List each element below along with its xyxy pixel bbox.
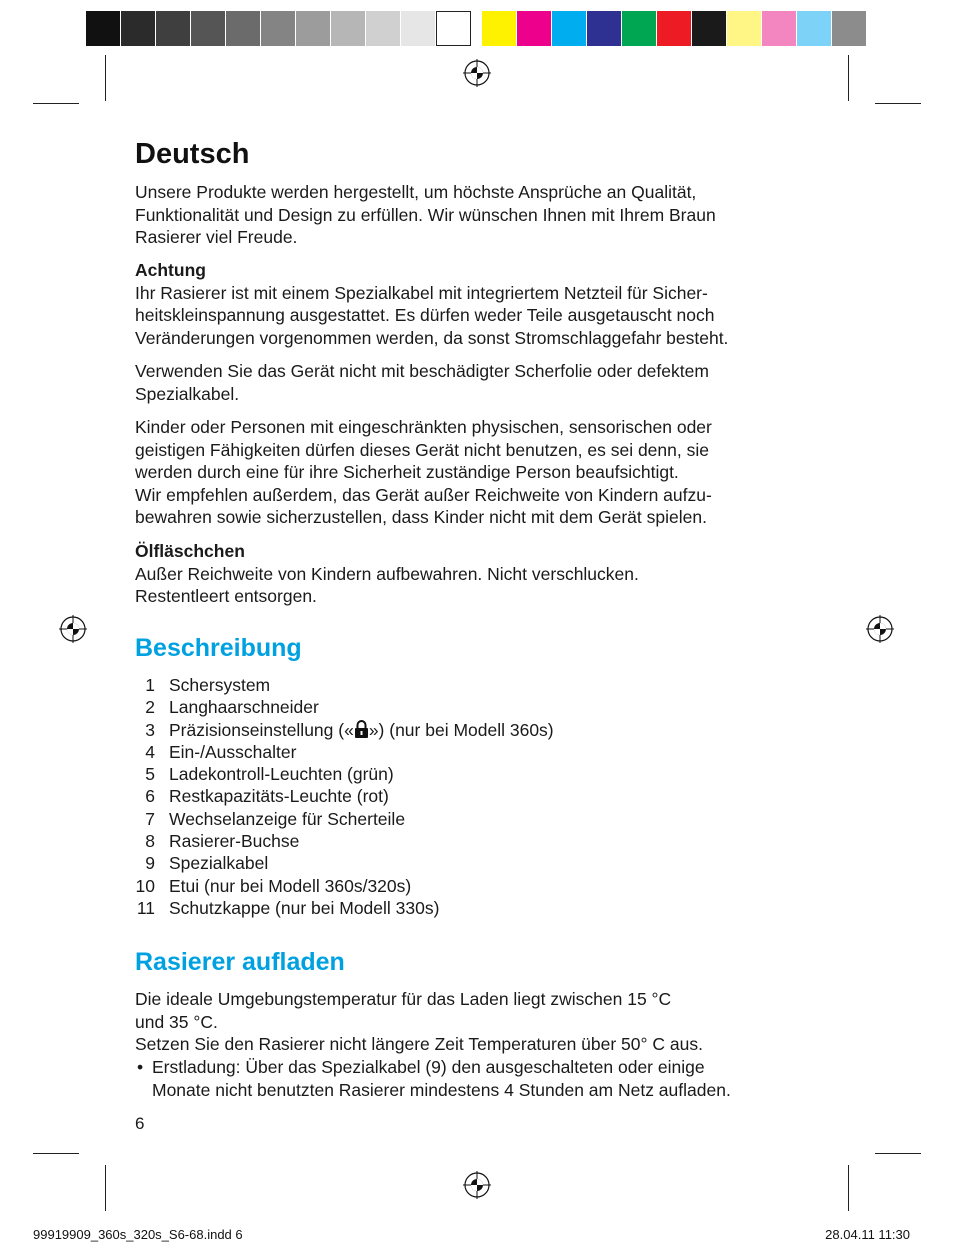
color-swatch [727, 11, 762, 46]
color-swatch [762, 11, 797, 46]
color-swatch [797, 11, 832, 46]
color-swatch [692, 11, 727, 46]
crop-mark [848, 1165, 849, 1211]
bullet-glyph: • [137, 1057, 144, 1077]
achtung-section: Achtung Ihr Rasierer ist mit einem Spezialkabel mit integriertem Netzteil für Sicher- heitskleinspannung ausgestattet. Es dürfen weder Teile ausgetauscht noch Veränderungen vorgenommen werden, da sonst Stromschlaggefahr besteht. [135, 259, 825, 349]
page-title: Deutsch [135, 138, 250, 170]
color-swatch [517, 11, 552, 46]
achtung-title: Achtung [135, 260, 206, 280]
color-swatch [121, 11, 156, 46]
footer-timestamp: 28.04.11 11:30 [825, 1227, 910, 1242]
crop-mark [33, 103, 79, 104]
color-swatch [296, 11, 331, 46]
color-swatch [261, 11, 296, 46]
color-swatch [832, 11, 867, 46]
oil-section: Ölfläschchen Außer Reichweite von Kindern aufbewahren. Nicht verschlucken. Restentleert entsorgen. [135, 540, 825, 608]
intro-paragraph: Unsere Produkte werden hergestellt, um höchste Ansprüche an Qualität, Funktionalität und Design zu erfüllen. Wir wünschen Ihnen mit Ihrem Braun Rasierer viel Freude. [135, 182, 716, 247]
crop-mark [848, 55, 849, 101]
aufladen-paragraph: Die ideale Umgebungstemperatur für das Laden liegt zwischen 15 °C und 35 °C. Setzen Sie den Rasierer nicht längere Zeit Temperaturen über 50° C aus. [135, 989, 703, 1054]
aufladen-bullet-item: • Erstladung: Über das Spezialkabel (9) den ausgeschalteten oder einige Monate nicht benutzten Rasierer mindestens 4 Stunden am Netz aufladen. [137, 1057, 731, 1100]
color-swatch [331, 11, 366, 46]
crop-mark [105, 55, 106, 101]
padlock-icon [354, 719, 369, 739]
color-swatch [86, 11, 121, 46]
registration-mark-icon [463, 1171, 491, 1199]
color-swatch [622, 11, 657, 46]
crop-mark [875, 1153, 921, 1154]
oil-title: Ölfläschchen [135, 541, 245, 561]
color-swatch [401, 11, 436, 46]
color-swatch [482, 11, 517, 46]
damaged-warning-paragraph: Verwenden Sie das Gerät nicht mit beschädigter Scherfolie oder defektem Spezialkabel. [135, 361, 709, 404]
crop-mark [105, 1165, 106, 1211]
registration-mark-icon [866, 615, 894, 643]
color-swatch [587, 11, 622, 46]
beschreibung-heading: Beschreibung [135, 634, 302, 662]
color-swatch [226, 11, 261, 46]
page-number: 6 [135, 1114, 145, 1133]
color-swatch [552, 11, 587, 46]
color-swatch-bar [482, 11, 867, 46]
crop-mark [33, 1153, 79, 1154]
color-swatch [191, 11, 226, 46]
aufladen-heading: Rasierer aufladen [135, 948, 345, 976]
color-swatch [436, 11, 471, 46]
gray-swatch-bar [86, 11, 471, 46]
registration-mark-icon [59, 615, 87, 643]
color-swatch [156, 11, 191, 46]
children-warning-paragraph: Kinder oder Personen mit eingeschränkten physischen, sensorischen oder geistigen Fähigkeiten dürfen dieses Gerät nicht benutzen, es sei denn, sie werden durch eine für ihre Sicherheit zuständige Person beaufsichtigt. Wir empfehlen außerdem, das Gerät außer Reichweite von Kindern aufzu- bewahren sowie sicherzustellen, dass Kinder nicht mit dem Gerät spielen. [135, 417, 712, 527]
crop-mark [875, 103, 921, 104]
footer-file-info: 99919909_360s_320s_S6-68.indd 6 [33, 1227, 243, 1242]
registration-mark-icon [463, 59, 491, 87]
color-swatch [657, 11, 692, 46]
color-swatch [366, 11, 401, 46]
